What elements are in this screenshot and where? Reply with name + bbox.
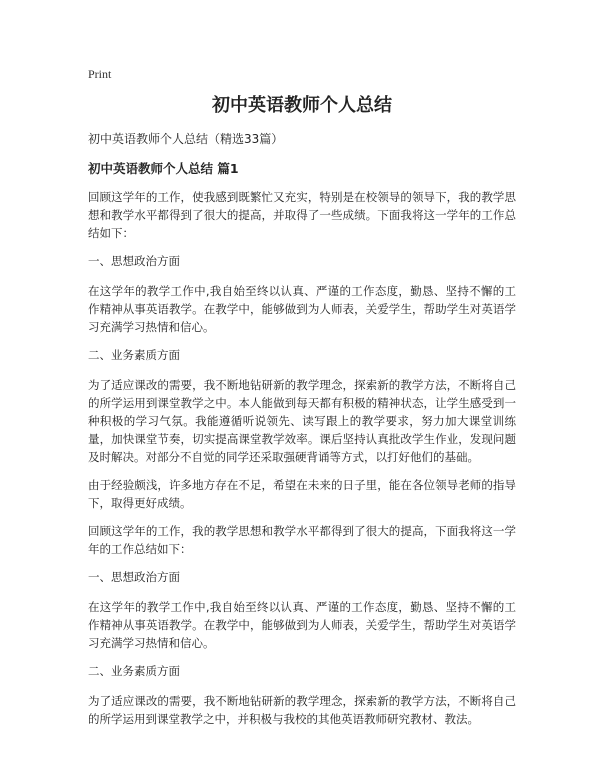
political-paragraph: 在这学年的教学工作中,我自始至终以认真、严谨的工作态度，勤恳、坚持不懈的工作精神从事英语教学。在教学中，能够做到为人师表，关爱学生，帮助学生对英语学习充满学习热情和信心。 (88, 284, 516, 334)
political-paragraph-2: 在这学年的教学工作中,我自始至终以认真、严谨的工作态度，勤恳、坚持不懈的工作精神从事英语教学。在教学中，能够做到为人师表，关爱学生，帮助学生对英语学习充满学习热情和信心。 (88, 600, 516, 650)
subheading-political: 一、思想政治方面 (88, 254, 180, 268)
subheading-political-2: 一、思想政治方面 (88, 570, 180, 584)
document-title: 初中英语教师个人总结 (212, 95, 392, 116)
section-heading: 初中英语教师个人总结 篇1 (88, 161, 239, 176)
subheading-professional: 二、业务素质方面 (88, 348, 180, 362)
review-paragraph: 回顾这学年的工作，我的教学思想和教学水平都得到了很大的提高，下面我将这一学年的工作总结如下： (88, 524, 516, 556)
subheading-professional-2: 二、业务素质方面 (88, 664, 180, 678)
document-page (88, 66, 516, 738)
intro-paragraph: 回顾这学年的工作，使我感到既繁忙又充实，特别是在校领导的领导下，我的教学思想和教学水平都得到了很大的提高，并取得了一些成绩。下面我将这一学年的工作总结如下： (88, 190, 516, 240)
print-label: Print (88, 67, 112, 81)
professional-paragraph-2: 为了适应课改的需要，我不断地钻研新的教学理念，探索新的教学方法，不断将自己的所学运用到课堂教学之中，并积极与我校的其他英语教师研究教材、教法。 (88, 694, 516, 726)
closing-paragraph: 由于经验颇浅，许多地方存在不足，希望在未来的日子里，能在各位领导老师的指导下，取得更好成绩。 (88, 478, 516, 510)
professional-paragraph: 为了适应课改的需要，我不断地钻研新的教学理念，探索新的教学方法，不断将自己的所学运用到课堂教学之中。本人能做到每天都有积极的精神状态，让学生感受到一种积极的学习气氛。我能遵循听说领先、读写跟上的教学要求，努力加大课堂训练量，加快课堂节奏，切实提高课堂教学效率。课后坚持认真批改学生作业，发现问题及时解决。对部分不自觉的同学还采取强硬背诵等方式，以打好他们的基础。 (88, 378, 516, 464)
document-subtitle: 初中英语教师个人总结（精选33篇） (88, 132, 284, 146)
